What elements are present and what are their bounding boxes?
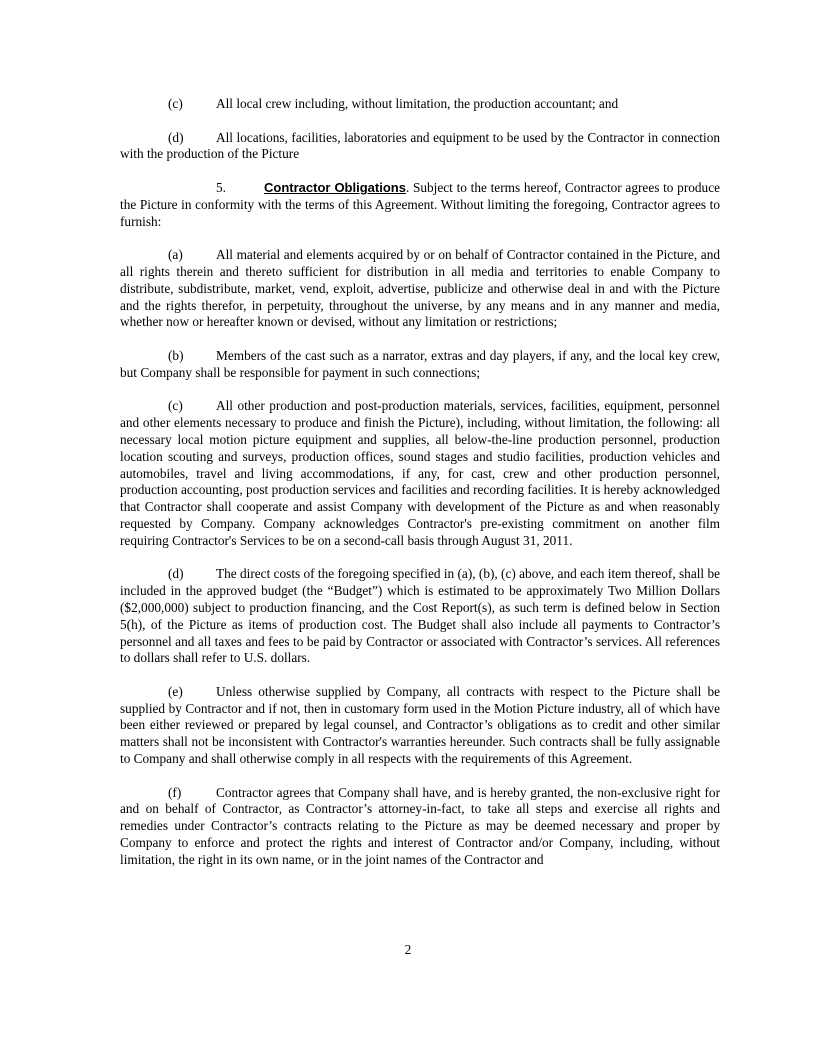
clause-label: (f) [168,784,182,800]
clause-c-local-crew [120,96,720,113]
page-number: 2 [404,942,412,957]
clause-label: (c) [168,398,183,414]
clause-label: (d) [168,129,184,145]
clause-text: All locations, facilities, laboratories and equipment to be used by the Contractor in connection with the production of the Picture [120,129,720,162]
section-number: 5. [216,179,226,195]
clause-5c [120,398,720,549]
clause-5a [120,247,720,331]
clause-text: The direct costs of the foregoing specified in (a), (b), (c) above, and each item thereof, shall be included in the approved budget (the “Budget”) which is estimated to be approximately Two Million Dollars ($2,000,000) subject to production financing, and the Cost Report(s), as such term is defined below in Section 5(h), of the Picture as items of production cost. The Budget shall also include all payments to Contractor’s personnel and all taxes and fees to be paid by Contractor or associated with Contractor’s services. All references to dollars shall refer to U.S. dollars. [120,566,720,666]
clause-text: Unless otherwise supplied by Company, all contracts with respect to the Picture shall be supplied by Contractor and if not, then in customary form used in the Motion Picture industry, all of which have been either reviewed or prepared by legal counsel, and Contractor’s obligations as to credit and other similar matters shall not be inconsistent with Contractor's warranties hereunder. Such contracts shall be fully assignable to Company and shall otherwise comply in all respects with the requirements of this Agreement. [120,683,720,767]
clause-text: All material and elements acquired by or on behalf of Contractor contained in the Picture, and all rights therein and thereto sufficient for distribution in all media and territories to enable Company to distribute, subdistribute, market, vend, exploit, advertise, publicize and otherwise deal in and with the Picture and the rights therefor, in perpetuity, throughout the universe, by any means and in any manner and media, whether now or hereafter known or devised, without any limitation or restrictions; [120,247,720,330]
clause-5f [120,785,720,869]
clause-label: (b) [168,347,184,363]
clause-5d [120,566,720,667]
document-body [120,96,720,885]
clause-label: (e) [168,683,183,699]
clause-5b [120,348,720,382]
clause-text: Members of the cast such as a narrator, extras and day players, if any, and the local key crew, but Company shall be responsible for payment in such connections; [120,347,720,380]
clause-text: All local crew including, without limitation, the production accountant; and [216,96,619,111]
section-intro-text: . Subject to the terms hereof, Contractor agrees to produce the Picture in conformity with the terms of this Agreement. Without limiting the foregoing, Contractor agrees to furnish: [120,179,720,229]
section-heading: Contractor Obligations [264,179,406,195]
clause-label: (c) [168,96,183,111]
clause-5e [120,684,720,768]
clause-label: (d) [168,566,184,582]
clause-label: (a) [168,247,183,263]
clause-text: Contractor agrees that Company shall have, and is hereby granted, the non-exclusive right for and on behalf of Contractor, as Contractor’s attorney-in-fact, to take all steps and exercise all rights and remedies under Contractor’s contracts relating to the Picture as may be deemed necessary and proper by Company to enforce and protect the rights and interest of Contractor and/or Company, including, without limitation, the right in its own name, or in the joint names of the Contractor and [120,784,720,867]
clause-text: All other production and post-production materials, services, facilities, equipment, personnel and other elements necessary to produce and finish the Picture), including, without limitation, the following: all necessary local motion picture equipment and supplies, all below-the-line production personnel, production location scouting and surveys, production offices, sound stages and studio facilities, production vehicles and automobiles, travel and living accommodations, if any, for cast, crew and other production personnel, production accounting, post production services and facilities and recording facilities. It is hereby acknowledged that Contractor shall cooperate and assist Company with development of the Picture as and when reasonably requested by Company. Company acknowledges Contractor's pre-existing commitment on another film requiring Contractor's Services to be on a second-call basis through August 31, 2011. [120,398,720,548]
section-5-intro [120,180,720,230]
clause-d-locations [120,130,720,164]
